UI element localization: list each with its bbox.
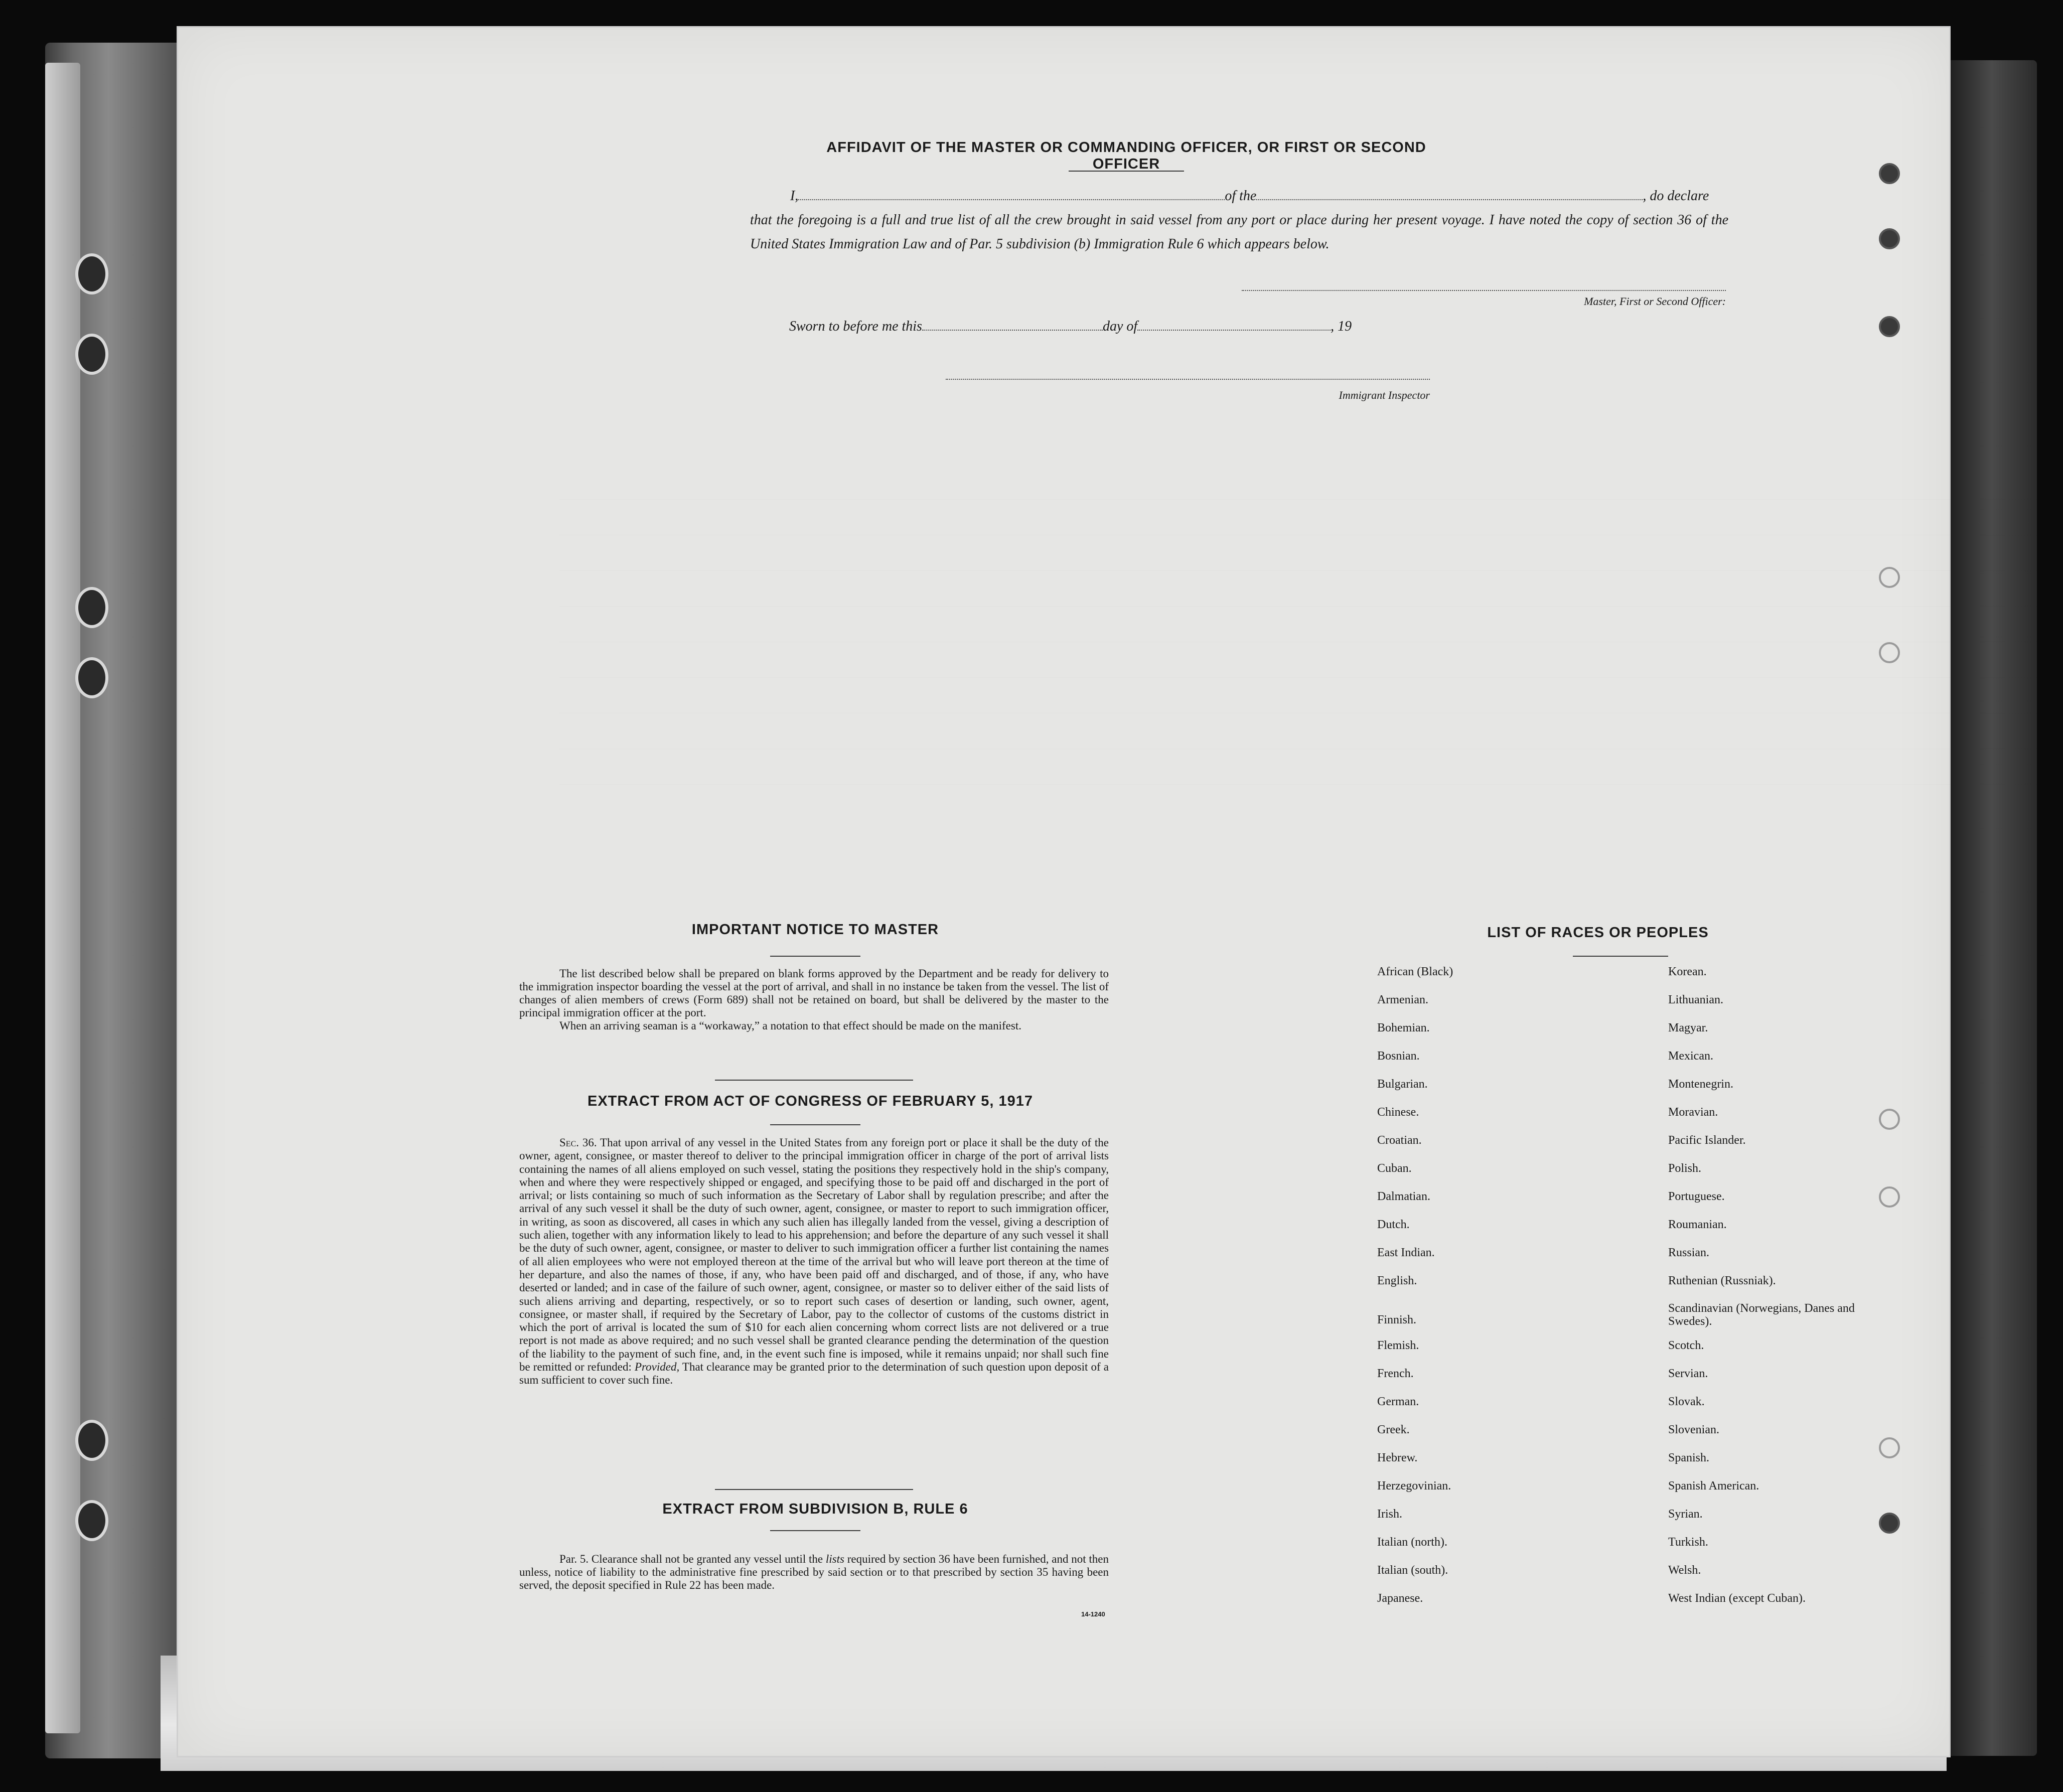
race-item: Finnish. xyxy=(1377,1313,1417,1326)
race-item: Irish. xyxy=(1377,1508,1402,1521)
race-item: Herzegovinian. xyxy=(1377,1479,1451,1492)
sworn-label: Sworn to before me this xyxy=(789,319,922,334)
binder-left-cover xyxy=(45,43,186,1758)
master-signature-line xyxy=(1242,290,1726,291)
binder-hole xyxy=(75,1420,108,1461)
race-item: French. xyxy=(1377,1367,1414,1380)
inspector-caption: Immigrant Inspector xyxy=(1339,389,1430,401)
declare-label: , do declare xyxy=(1643,188,1709,204)
race-item: Spanish American. xyxy=(1668,1479,1759,1492)
notice-text xyxy=(519,967,1109,1032)
binder-hole xyxy=(75,253,108,294)
notice-title: IMPORTANT NOTICE TO MASTER xyxy=(691,922,939,938)
extract-rule-title: EXTRACT FROM SUBDIVISION B, RULE 6 xyxy=(662,1501,968,1517)
section-body-end: That clearance may be granted prior to the determination of such question upon deposit of a sum sufficient to cover such fine. xyxy=(519,1361,1109,1387)
binder-hole xyxy=(75,587,108,628)
par-5-body-end: required by section 36 have been furnished, and not then unless, notice of liability to the administrative fine prescribed by said section or to that prescribed by section 35 having been served, the deposit specified in Rule 22 has been made. xyxy=(519,1553,1109,1591)
race-item: Armenian. xyxy=(1377,993,1428,1006)
race-item: Mexican. xyxy=(1668,1050,1713,1063)
races-column-1 xyxy=(1377,965,1628,1619)
section-36-paragraph xyxy=(519,1136,1109,1387)
race-item: Pacific Islander. xyxy=(1668,1134,1746,1147)
section-body: That upon arrival of any vessel in the United States from any foreign port or place it shall be the duty of the owner, agent, consignee, or master thereof to deliver to the principal immigration officer in charge of the port of arrival lists containing the names of all aliens employed on such vessel, stating the positions they respectively hold in the ship's company, when and where they were respectively shipped or engaged, and specifying those to be paid off and discharged in the port of arrival; or lists containing so much of such information as the Secretary of Labor shall by regulation prescribe; and after the arrival of any such vessel it shall be the duty of such owner, agent, consignee, or master to report to such immigration officer, in writing, as soon as discovered, all cases in which any such alien has illegally landed from the vessel, giving a description of such alien, together with any information likely to lead to his apprehension; and before the departure of any such vessel it shall be the duty of such owner, agent, consignee, or master to deliver to such immigration officer a further list containing the names of all alien employees who were not employed thereon at the time of the arrival but who will leave port thereon at the time of her departure, and also the names of those, if any, who have been paid off and discharged, and of those, if any, who have deserted or landed; and in case of the failure of such owner, agent, consignee, or master so to deliver either of the said lists of such aliens arriving and departing, respectively, or so to report such cases of desertion or landing, such owner, agent, consignee, or master shall, if required by the Secretary of Labor, pay to the collector of customs of the customs district in which the port of arrival is located the sum of $10 for each alien concerning whom correct lists are not delivered or a true report is not made as above required; and no such vessel shall be granted clearance pending the determination of the question of the liability to the payment of such fine, and, in the event such fine is imposed, while it remains unpaid; nor shall such fine be remitted or refunded: xyxy=(519,1136,1109,1374)
race-item: Japanese. xyxy=(1377,1592,1423,1605)
punch-hole xyxy=(1879,316,1900,337)
races-divider xyxy=(1573,956,1668,957)
par-5-body: Par. 5. Clearance shall not be granted any vessel until the xyxy=(559,1553,823,1565)
race-item: Servian. xyxy=(1668,1367,1708,1380)
race-item: West Indian (except Cuban). xyxy=(1668,1592,1806,1605)
race-item: African (Black) xyxy=(1377,965,1453,978)
binder-hole xyxy=(75,657,108,698)
race-item: Hebrew. xyxy=(1377,1451,1418,1464)
race-item: Dalmatian. xyxy=(1377,1190,1430,1203)
races-title: LIST OF RACES OR PEOPLES xyxy=(1487,925,1709,941)
race-item: Flemish. xyxy=(1377,1339,1419,1352)
punch-hole xyxy=(1879,163,1900,184)
binder-hole xyxy=(75,334,108,375)
master-signature-caption: Master, First or Second Officer: xyxy=(1584,295,1726,308)
race-item: Polish. xyxy=(1668,1162,1702,1175)
race-item: Slovak. xyxy=(1668,1395,1705,1408)
vessel-name-blank xyxy=(1256,188,1643,200)
extract-act-title: EXTRACT FROM ACT OF CONGRESS OF FEBRUARY 5, 1917 xyxy=(587,1093,1034,1109)
sworn-year-label: , 19 xyxy=(1331,319,1352,334)
race-item: Italian (south). xyxy=(1377,1564,1448,1577)
race-item: English. xyxy=(1377,1274,1417,1287)
notice-paragraph: The list described below shall be prepared on blank forms approved by the Department and be ready for delivery to the immigration inspector boarding the vessel at the port of arrival, and shall in no instance be taken from the vessel. The list of changes of alien members of crews (Form 689) shall not be retained on board, but shall be delivered by the master to the principal immigration officer at the port. xyxy=(519,967,1109,1019)
race-item: Croatian. xyxy=(1377,1134,1422,1147)
affidavit-title: AFFIDAVIT OF THE MASTER OR COMMANDING OFFICER, OR FIRST OR SECOND OFFICER xyxy=(826,139,1426,172)
race-item: Greek. xyxy=(1377,1423,1410,1436)
form-number: 14-1240 xyxy=(1081,1610,1105,1618)
sworn-month-blank xyxy=(1137,319,1331,331)
race-item: Bulgarian. xyxy=(1377,1078,1428,1091)
race-item: Russian. xyxy=(1668,1246,1710,1259)
binder-hole xyxy=(75,1500,108,1541)
lists-word: lists xyxy=(825,1553,844,1565)
race-item: Turkish. xyxy=(1668,1536,1708,1549)
par-5-paragraph xyxy=(519,1553,1109,1592)
inspector-signature-line xyxy=(946,379,1430,380)
race-item: East Indian. xyxy=(1377,1246,1435,1259)
race-item: Welsh. xyxy=(1668,1564,1701,1577)
binder-right-edge xyxy=(1947,60,2037,1756)
section-divider xyxy=(715,1080,913,1081)
race-item: Montenegrin. xyxy=(1668,1078,1733,1091)
declarant-label: I, xyxy=(790,188,799,204)
race-item: Magyar. xyxy=(1668,1021,1708,1034)
manifest-page xyxy=(178,28,1949,1756)
section-label: Sec. 36. xyxy=(559,1136,597,1149)
binder-strip xyxy=(45,63,80,1733)
race-item: Dutch. xyxy=(1377,1218,1410,1231)
extract-rule-text xyxy=(519,1553,1109,1592)
race-item: Korean. xyxy=(1668,965,1707,978)
declarant-name-blank xyxy=(798,188,1225,200)
punch-hole xyxy=(1879,228,1900,249)
race-item: Moravian. xyxy=(1668,1106,1718,1119)
declaration-line xyxy=(750,184,1728,208)
race-item: Chinese. xyxy=(1377,1106,1419,1119)
race-item: Slovenian. xyxy=(1668,1423,1719,1436)
notice-paragraph: When an arriving seaman is a “workaway,” a notation to that effect should be made on the manifest. xyxy=(559,1019,1021,1032)
affidavit-statement: that the foregoing is a full and true list of all the crew brought in said vessel from any port or place during her present voyage. I have noted the copy of section 36 of the United States Immigration Law and of Par. 5 subdivision (b) Immigration Rule 6 which appears below. xyxy=(750,212,1728,252)
race-item: Spanish. xyxy=(1668,1451,1710,1464)
races-column-2 xyxy=(1668,965,1899,1619)
race-item: Scandinavian (Norwegians, Danes and Swedes). xyxy=(1668,1302,1855,1328)
race-item: Portuguese. xyxy=(1668,1190,1725,1203)
sworn-day-blank xyxy=(922,319,1103,331)
extract-act-text xyxy=(519,1136,1109,1387)
race-item: Bosnian. xyxy=(1377,1050,1420,1063)
race-item: Roumanian. xyxy=(1668,1218,1727,1231)
title-divider xyxy=(1069,171,1184,172)
race-item: German. xyxy=(1377,1395,1419,1408)
provided-word: Provided, xyxy=(635,1361,680,1374)
race-item: Ruthenian (Russniak). xyxy=(1668,1274,1776,1287)
sworn-day-label: day of xyxy=(1102,319,1138,334)
affidavit-text xyxy=(750,184,1728,256)
race-item: Italian (north). xyxy=(1377,1536,1447,1549)
sworn-line xyxy=(789,319,1352,335)
race-item: Bohemian. xyxy=(1377,1021,1430,1034)
bleed-through-area xyxy=(559,464,2044,795)
section-divider xyxy=(770,1124,860,1125)
notice-divider xyxy=(770,956,860,957)
vessel-label: of the xyxy=(1225,188,1257,204)
race-item: Lithuanian. xyxy=(1668,993,1723,1006)
race-item: Syrian. xyxy=(1668,1508,1703,1521)
race-item: Scotch. xyxy=(1668,1339,1704,1352)
section-divider xyxy=(770,1530,860,1531)
race-item: Cuban. xyxy=(1377,1162,1412,1175)
section-divider xyxy=(715,1489,913,1490)
